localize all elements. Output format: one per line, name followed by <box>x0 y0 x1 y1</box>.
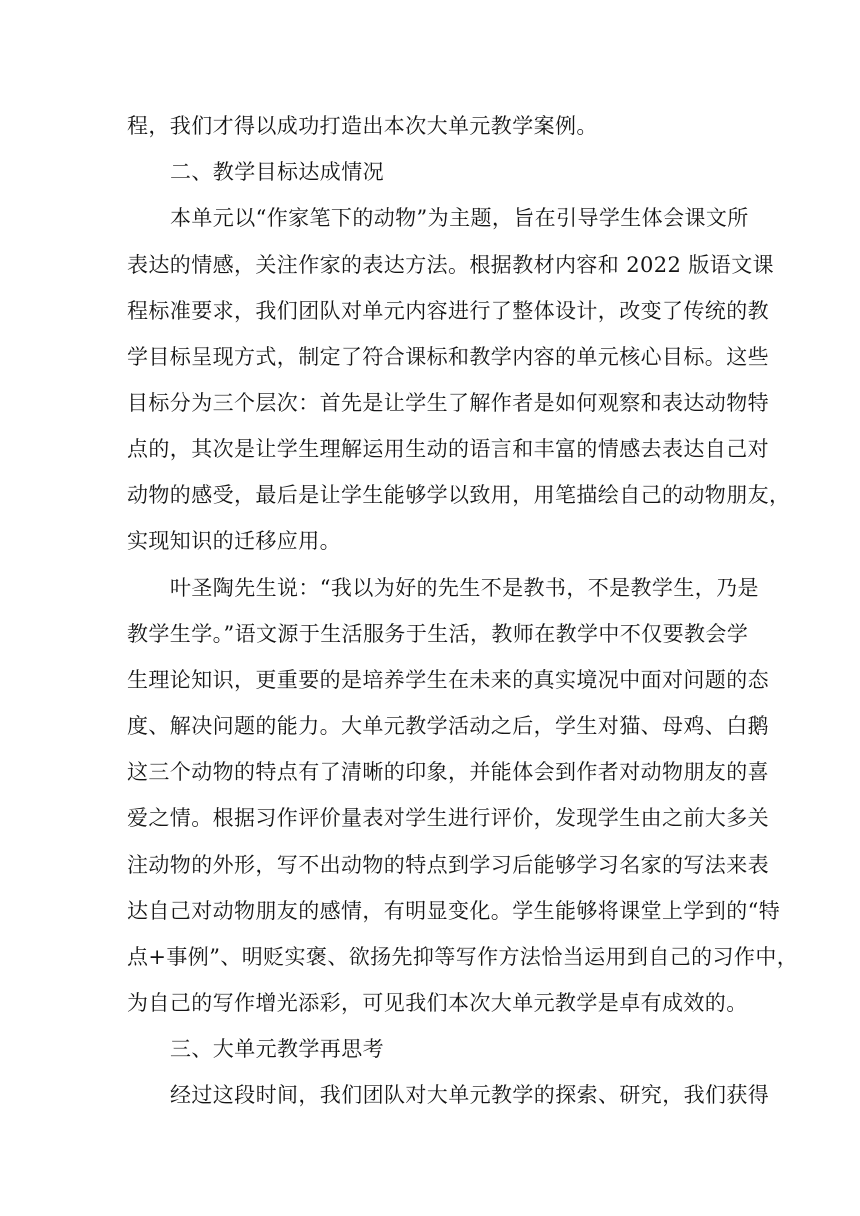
paragraph-line: 经过这段时间，我们团队对大单元教学的探索、研究，我们获得 <box>170 1083 770 1107</box>
paragraph-line: 目标分为三个层次：首先是让学生了解作者是如何观察和表达动物特 <box>127 391 769 415</box>
paragraph-line: 为自己的写作增光添彩，可见我们本次大单元教学是卓有成效的。 <box>127 991 748 1015</box>
paragraph-line: 点+事例”、明贬实褒、欲扬先抑等写作方法恰当运用到自己的习作中， <box>127 945 799 969</box>
paragraph-line: 这三个动物的特点有了清晰的印象，并能体会到作者对动物朋友的喜 <box>127 760 769 784</box>
paragraph-line: 程，我们才得以成功打造出本次大单元教学案例。 <box>127 114 598 138</box>
paragraph-line: 动物的感受，最后是让学生能够学以致用，用笔描绘自己的动物朋友， <box>127 483 791 507</box>
paragraph-line: 注动物的外形，写不出动物的特点到学习后能够学习名家的写法来表 <box>127 853 769 877</box>
paragraph-line: 叶圣陶先生说：“我以为好的先生不是教书，不是教学生，乃是 <box>170 576 759 600</box>
paragraph-line: 点的，其次是让学生理解运用生动的语言和丰富的情感去表达自己对 <box>127 437 769 461</box>
paragraph-line: 教学生学。”语文源于生活服务于生活，教师在教学中不仅要教会学 <box>127 622 749 646</box>
section-heading: 二、教学目标达成情况 <box>170 160 384 184</box>
paragraph-line: 本单元以“作家笔下的动物”为主题，旨在引导学生体会课文所 <box>170 206 749 230</box>
paragraph-line: 爱之情。根据习作评价量表对学生进行评价，发现学生由之前大多关 <box>127 806 769 830</box>
paragraph-line: 程标准要求，我们团队对单元内容进行了整体设计，改变了传统的教 <box>127 299 769 323</box>
paragraph-line: 生理论知识，更重要的是培养学生在未来的真实境况中面对问题的态 <box>127 668 769 692</box>
paragraph-line: 达自己对动物朋友的感情，有明显变化。学生能够将课堂上学到的“特 <box>127 899 781 923</box>
paragraph-line: 学目标呈现方式，制定了符合课标和教学内容的单元核心目标。这些 <box>127 345 769 369</box>
paragraph-line: 实现知识的迁移应用。 <box>127 529 341 553</box>
paragraph-line: 表达的情感，关注作家的表达方法。根据教材内容和 2022 版语文课 <box>127 253 774 277</box>
section-heading: 三、大单元教学再思考 <box>170 1037 384 1061</box>
paragraph-line: 度、解决问题的能力。大单元教学活动之后，学生对猫、母鸡、白鹅 <box>127 714 769 738</box>
